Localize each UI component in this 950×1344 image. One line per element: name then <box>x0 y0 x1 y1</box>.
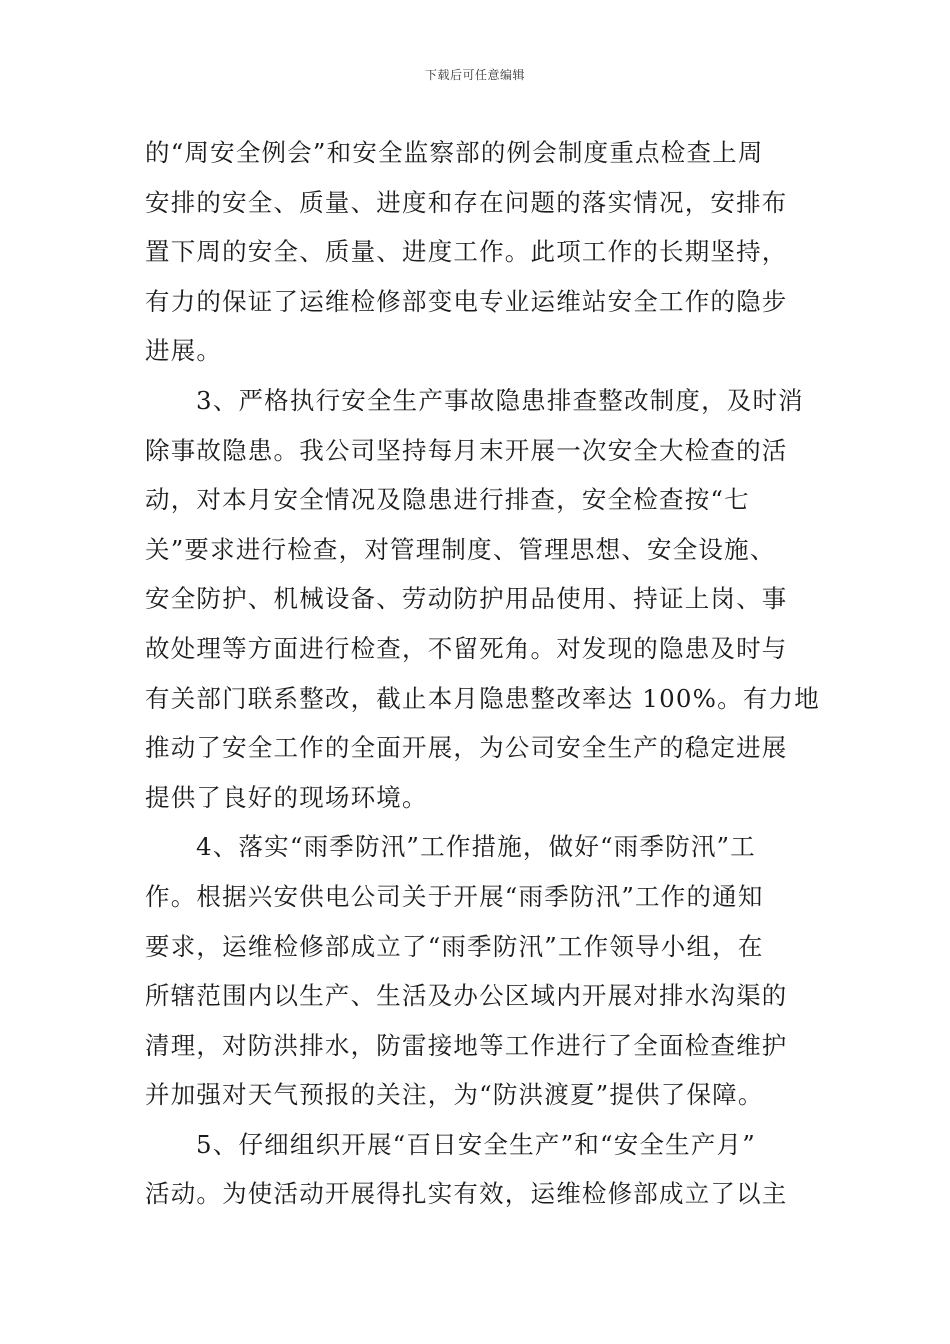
text-line: 5、仔细组织开展“百日安全生产”和“安全生产月” <box>196 1129 756 1159</box>
text-line: 要求，运维检修部成立了“雨季防汛”工作领导小组，在 <box>145 931 764 961</box>
text-line: 有关部门联系整改，截止本月隐患整改率达 100%。有力地 <box>145 683 820 713</box>
text-line: 3、严格执行安全生产事故隐患排查整改制度，及时消 <box>196 385 804 415</box>
text-line: 推动了安全工作的全面开展，为公司安全生产的稳定进展 <box>145 733 788 763</box>
text-line: 提供了良好的现场环境。 <box>145 782 428 812</box>
text-line: 置下周的安全、质量、进度工作。此项工作的长期坚持， <box>145 237 788 267</box>
text-line: 进展。 <box>145 336 223 366</box>
text-line: 的“周安全例会”和安全监察部的例会制度重点检查上周 <box>145 138 764 167</box>
text-line: 作。根据兴安供电公司关于开展“雨季防汛”工作的通知 <box>145 881 764 911</box>
text-line: 故处理等方面进行检查，不留死角。对发现的隐患及时与 <box>145 633 788 663</box>
text-line: 活动。为使活动开展得扎实有效，运维检修部成立了以主 <box>145 1179 788 1209</box>
document-body <box>145 128 820 1219</box>
text-line: 动，对本月安全情况及隐患进行排查，安全检查按“七 <box>145 485 750 515</box>
page-header: 下载后可任意编辑 <box>424 68 525 82</box>
text-line: 安全防护、机械设备、劳动防护用品使用、持证上岗、事 <box>145 584 788 614</box>
text-line: 安排的安全、质量、进度和存在问题的落实情况，安排布 <box>145 187 788 217</box>
text-line: 关”要求进行检查，对管理制度、管理思想、安全设施、 <box>145 534 776 564</box>
text-line: 除事故隐患。我公司坚持每月末开展一次安全大检查的活 <box>145 435 788 465</box>
text-line: 4、落实“雨季防汛”工作措施，做好“雨季防汛”工 <box>196 832 756 862</box>
text-line: 并加强对天气预报的关注，为“防洪渡夏”提供了保障。 <box>145 1080 764 1110</box>
text-line: 有力的保证了运维检修部变电专业运维站安全工作的隐步 <box>145 286 788 316</box>
text-line: 所辖范围内以生产、生活及办公区域内开展对排水沟渠的 <box>145 981 788 1011</box>
text-line: 清理，对防洪排水，防雷接地等工作进行了全面检查维护 <box>145 1030 788 1060</box>
